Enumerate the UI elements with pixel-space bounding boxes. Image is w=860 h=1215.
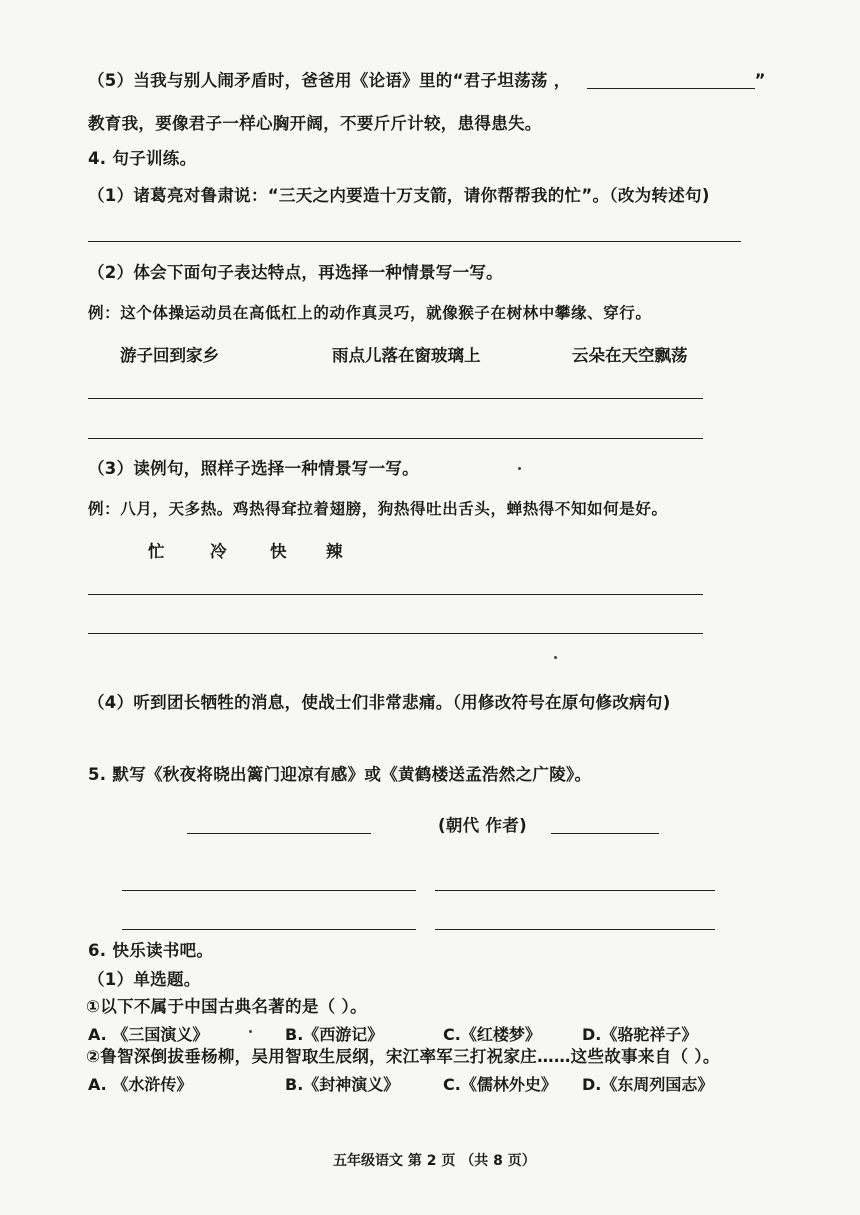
option-text: 雨点儿落在窗玻璃上 bbox=[332, 346, 481, 365]
poem-line-blank[interactable] bbox=[122, 890, 416, 891]
mc1-option-b[interactable]: B.《西游记》 bbox=[285, 1025, 384, 1044]
q4-item4: （4）听到团长牺牲的消息，使战士们非常悲痛。（用修改符号在原句修改病句) bbox=[88, 693, 671, 712]
q6-sub1: （1）单选题。 bbox=[88, 970, 201, 989]
print-speck bbox=[518, 467, 521, 470]
poem-title-blank[interactable] bbox=[187, 833, 371, 834]
q5-heading: 5. 默写《秋夜将晓出篱门迎凉有感》或《黄鹤楼送孟浩然之广陵》。 bbox=[88, 765, 592, 784]
q6-mc1-stem: ①以下不属于中国古典名著的是（ ）。 bbox=[86, 997, 367, 1016]
option-text: 云朵在天空飘荡 bbox=[572, 346, 688, 365]
q4-item3: （3）读例句，照样子选择一种情景写一写。 bbox=[88, 459, 419, 478]
mc1-option-a[interactable]: A. 《三国演义》 bbox=[88, 1025, 209, 1044]
q4-item2-example: 例：这个体操运动员在高低杠上的动作真灵巧，就像猴子在树林中攀缘、穿行。 bbox=[88, 303, 652, 322]
answer-line[interactable] bbox=[88, 241, 741, 242]
q3-item5-line1: （5）当我与别人闹矛盾时，爸爸用《论语》里的“君子坦荡荡 ， ” bbox=[88, 71, 766, 90]
mc2-option-c[interactable]: C.《儒林外史》 bbox=[443, 1075, 557, 1094]
q6-mc2-stem: ②鲁智深倒拔垂杨柳，吴用智取生辰纲，宋江率军三打祝家庄……这些故事来自（ ）。 bbox=[86, 1047, 720, 1066]
mc2-option-b[interactable]: B.《封神演义》 bbox=[285, 1075, 400, 1094]
q3-item5-line2: 教育我，要像君子一样心胸开阔，不要斤斤计较，患得患失。 bbox=[88, 114, 542, 133]
mc1-option-c[interactable]: C.《红楼梦》 bbox=[443, 1025, 541, 1044]
option-text: 忙 bbox=[148, 542, 165, 561]
answer-line[interactable] bbox=[88, 633, 703, 634]
option-text: 冷 bbox=[210, 542, 227, 561]
mc2-option-a[interactable]: A. 《水浒传》 bbox=[88, 1075, 193, 1094]
q4-item3-example: 例：八月，天多热。鸡热得耷拉着翅膀，狗热得吐出舌头，蝉热得不知如何是好。 bbox=[88, 499, 668, 518]
option-text: 快 bbox=[270, 542, 287, 561]
answer-line[interactable] bbox=[88, 438, 703, 439]
option-text: 辣 bbox=[326, 542, 343, 561]
answer-blank[interactable] bbox=[587, 88, 755, 89]
q4-item2: （2）体会下面句子表达特点，再选择一种情景写一写。 bbox=[88, 263, 503, 282]
mc1-option-d[interactable]: D.《骆驼祥子》 bbox=[582, 1025, 698, 1044]
option-text: 游子回到家乡 bbox=[120, 346, 219, 365]
dynasty-author-label: (朝代 作者) bbox=[438, 816, 527, 835]
q4-heading: 4. 句子训练。 bbox=[88, 149, 197, 168]
poem-line-blank[interactable] bbox=[435, 929, 715, 930]
q6-heading: 6. 快乐读书吧。 bbox=[88, 941, 214, 960]
poem-line-blank[interactable] bbox=[435, 890, 715, 891]
mc2-option-d[interactable]: D.《东周列国志》 bbox=[582, 1075, 714, 1094]
dynasty-author-blank[interactable] bbox=[551, 833, 659, 834]
print-speck bbox=[554, 656, 557, 659]
print-speck bbox=[249, 1030, 252, 1033]
poem-line-blank[interactable] bbox=[122, 929, 416, 930]
answer-line[interactable] bbox=[88, 594, 703, 595]
q4-item1: （1）诸葛亮对鲁肃说：“三天之内要造十万支箭，请你帮帮我的忙”。（改为转述句) bbox=[88, 186, 710, 205]
answer-line[interactable] bbox=[88, 398, 703, 399]
page-footer: 五年级语文 第 2 页 （共 8 页） bbox=[333, 1153, 536, 1169]
